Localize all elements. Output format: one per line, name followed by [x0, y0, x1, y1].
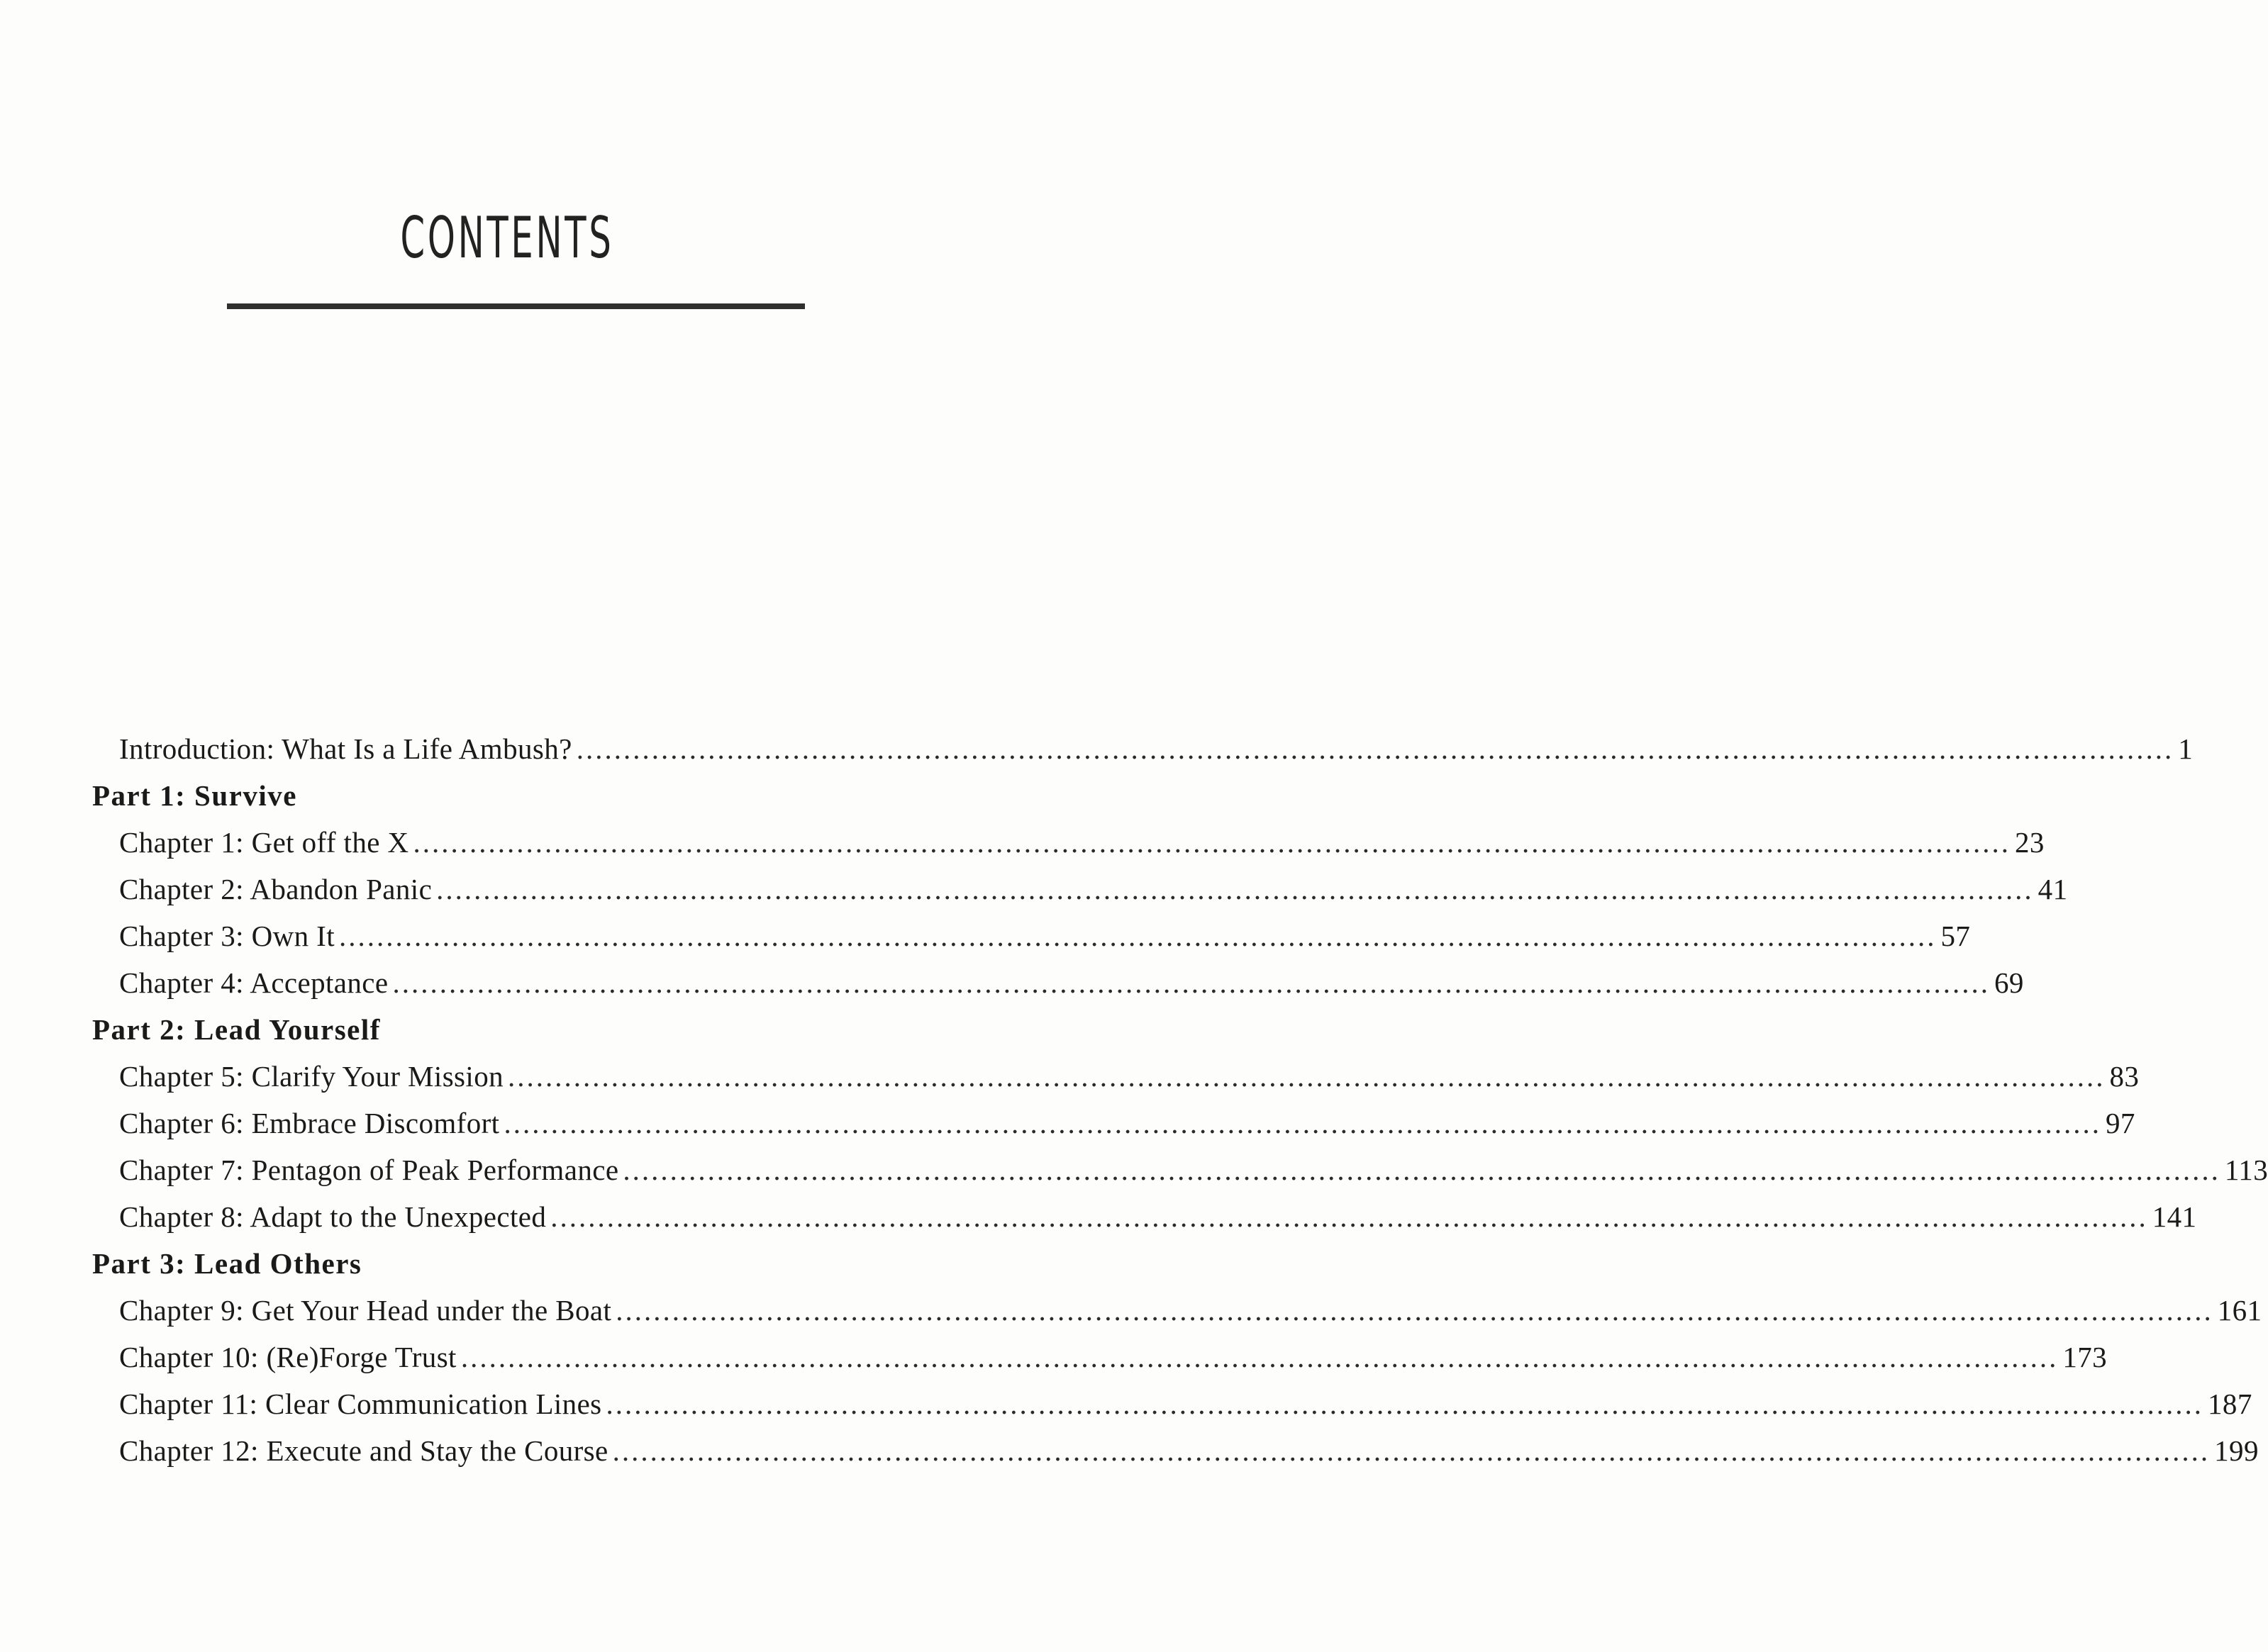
toc-entry-chapter-8[interactable] — [119, 1195, 2197, 1238]
toc-entry-page: 199 — [2214, 1434, 2259, 1467]
dot-leader: .......................................................................................................................................................................... — [508, 1060, 2106, 1093]
toc-part-heading-1: Part 1: Survive — [92, 779, 297, 812]
toc-entry-page: 97 — [2105, 1107, 2135, 1139]
toc-entry-chapter-4[interactable] — [119, 961, 2024, 1004]
dot-leader: .......................................................................................................................................................................... — [550, 1200, 2148, 1233]
toc-entry-page: 161 — [2217, 1294, 2262, 1327]
toc-entry-chapter-9[interactable] — [119, 1289, 2262, 1332]
dot-leader: .......................................................................................................................................................................... — [504, 1107, 2101, 1139]
toc-part-heading-2: Part 2: Lead Yourself — [92, 1013, 381, 1046]
toc-part-heading-3: Part 3: Lead Others — [92, 1247, 362, 1280]
toc-entry-chapter-11[interactable] — [119, 1383, 2252, 1425]
toc-entry-title: Chapter 12: Execute and Stay the Course — [119, 1434, 608, 1467]
toc-entry-page: 1 — [2178, 732, 2194, 765]
dot-leader: .......................................................................................................................................................................... — [413, 826, 2011, 859]
toc-entry-title: Chapter 2: Abandon Panic — [119, 873, 433, 905]
toc-entry-title: Chapter 9: Get Your Head under the Boat — [119, 1294, 612, 1327]
toc-entry-title: Chapter 7: Pentagon of Peak Performance — [119, 1154, 619, 1186]
dot-leader: .......................................................................................................................................................................... — [616, 1294, 2213, 1327]
toc-entry-title: Chapter 4: Acceptance — [119, 966, 389, 999]
dot-leader: .......................................................................................................................................................................... — [612, 1434, 2211, 1467]
toc-entry-chapter-5[interactable] — [119, 1055, 2140, 1098]
toc-entry-chapter-10[interactable] — [119, 1336, 2108, 1378]
toc-entry-page: 23 — [2015, 826, 2045, 859]
dot-leader: .......................................................................................................................................................................... — [576, 732, 2174, 765]
toc-entry-page: 57 — [1940, 920, 1971, 952]
dot-leader: .......................................................................................................................................................................... — [606, 1388, 2204, 1420]
toc-entry-chapter-7[interactable] — [119, 1149, 2268, 1191]
toc-entry-title: Chapter 1: Get off the X — [119, 826, 409, 859]
dot-leader: .......................................................................................................................................................................... — [339, 920, 1937, 952]
toc-entry-introduction[interactable] — [119, 727, 2194, 770]
toc-entry-chapter-2[interactable] — [119, 868, 2068, 910]
toc-entry-title: Chapter 8: Adapt to the Unexpected — [119, 1200, 547, 1233]
toc-entry-title: Introduction: What Is a Life Ambush? — [119, 732, 572, 765]
toc-entry-page: 113 — [2224, 1154, 2268, 1186]
toc-entry-chapter-6[interactable] — [119, 1102, 2135, 1144]
toc-entry-chapter-3[interactable] — [119, 915, 1971, 957]
toc-entry-title: Chapter 10: (Re)Forge Trust — [119, 1341, 457, 1373]
dot-leader: .......................................................................................................................................................................... — [460, 1341, 2059, 1373]
toc-entry-page: 173 — [2062, 1341, 2108, 1373]
toc-entry-chapter-1[interactable] — [119, 821, 2045, 864]
toc-entry-title: Chapter 6: Embrace Discomfort — [119, 1107, 500, 1139]
dot-leader: .......................................................................................................................................................................... — [623, 1154, 2220, 1186]
toc-entry-page: 41 — [2038, 873, 2068, 905]
toc-entry-page: 141 — [2152, 1200, 2197, 1233]
toc-entry-page: 187 — [2208, 1388, 2252, 1420]
toc-entry-page: 83 — [2109, 1060, 2140, 1093]
toc-entry-chapter-12[interactable] — [119, 1429, 2259, 1472]
toc-entry-title: Chapter 3: Own It — [119, 920, 335, 952]
page-title: CONTENTS — [400, 205, 614, 271]
toc-entry-page: 69 — [1994, 966, 2024, 999]
toc-entry-title: Chapter 11: Clear Communication Lines — [119, 1388, 602, 1420]
dot-leader: .......................................................................................................................................................................... — [436, 873, 2034, 905]
dot-leader: .......................................................................................................................................................................... — [392, 966, 1991, 999]
title-rule — [227, 303, 805, 309]
toc-entry-title: Chapter 5: Clarify Your Mission — [119, 1060, 504, 1093]
